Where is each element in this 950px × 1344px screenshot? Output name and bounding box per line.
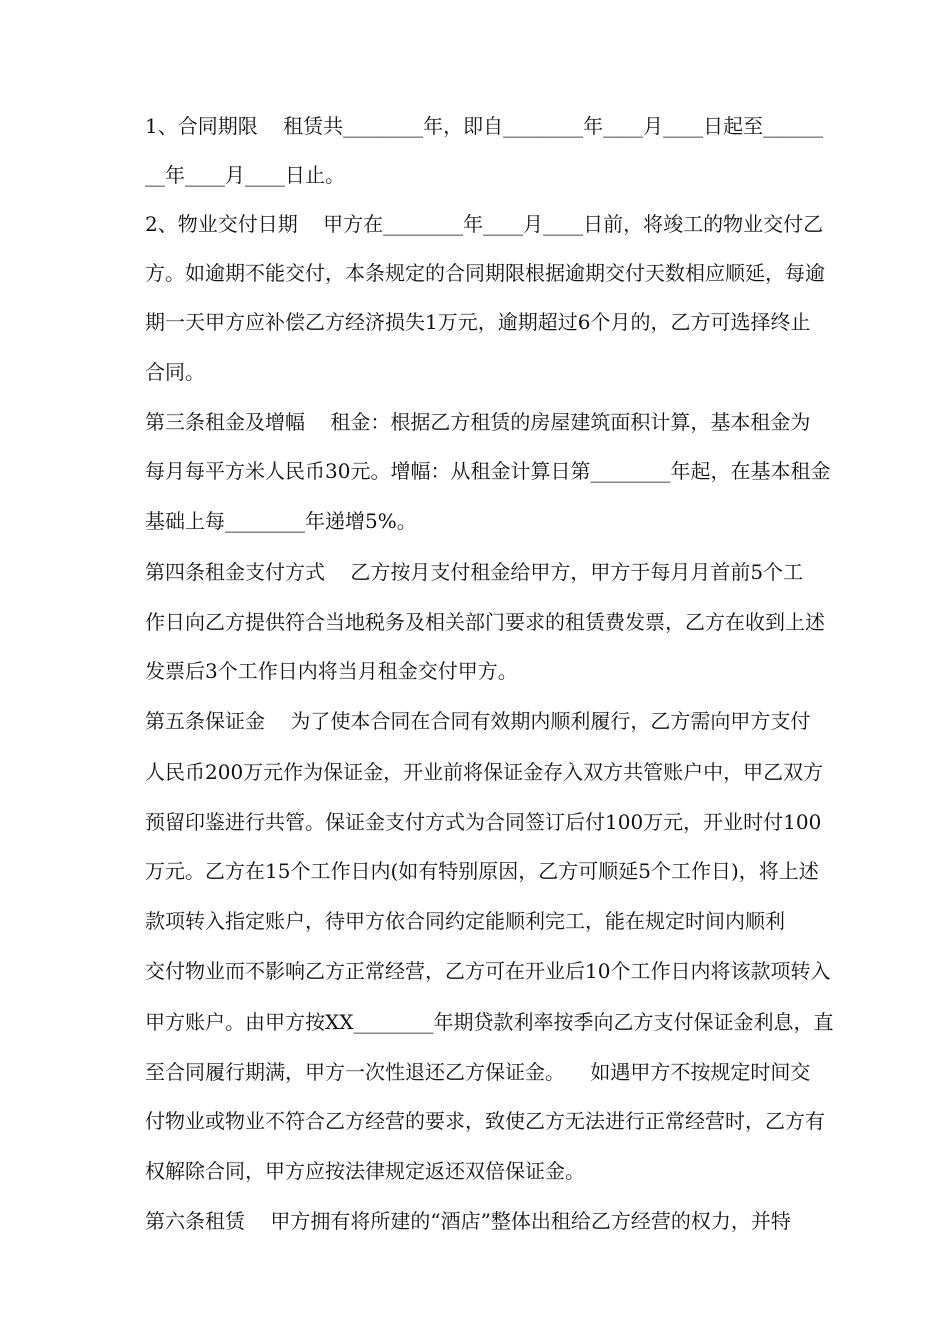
text-line: 付物业或物业不符合乙方经营的要求，致使乙方无法进行正常经营时，乙方有 [145, 1109, 825, 1133]
text-line: 万元。乙方在15个工作日内(如有特别原因，乙方可顺延5个工作日)，将上述 [145, 859, 819, 883]
text-line: 第五条保证金 为了使本合同在合同有效期内顺利履行，乙方需向甲方支付 [145, 709, 811, 733]
text-line: 每月每平方米人民币30元。增幅：从租金计算日第________年起，在基本租金 [145, 459, 831, 483]
text-line: 1、合同期限 租赁共________年，即自________年____月____日起至______ [145, 114, 824, 138]
text-line: __年____月____日止。 [145, 163, 345, 187]
text-line: 权解除合同，甲方应按法律规定返还双倍保证金。 [145, 1159, 585, 1183]
text-line: 款项转入指定账户，待甲方依合同约定能顺利完工，能在规定时间内顺利 [145, 909, 785, 933]
text-line: 预留印鉴进行共管。保证金支付方式为合同签订后付100万元，开业时付100 [145, 810, 822, 834]
text-line: 第三条租金及增幅 租金：根据乙方租赁的房屋建筑面积计算，基本租金为 [145, 410, 811, 434]
text-line: 发票后3个工作日内将当月租金交付甲方。 [145, 659, 518, 683]
text-line: 交付物业而不影响乙方正常经营，乙方可在开业后10个工作日内将该款项转入 [145, 959, 831, 983]
text-line: 第六条租赁 甲方拥有将所建的“酒店”整体出租给乙方经营的权力，并特 [145, 1209, 791, 1233]
text-line: 甲方账户。由甲方按XX________年期贷款利率按季向乙方支付保证金利息，直 [145, 1010, 834, 1034]
text-line: 期一天甲方应补偿乙方经济损失1万元，逾期超过6个月的，乙方可选择终止 [145, 310, 811, 334]
text-line: 合同。 [145, 360, 205, 384]
text-line: 至合同履行期满，甲方一次性退还乙方保证金。 如遇甲方不按规定时间交 [145, 1060, 811, 1084]
text-line: 2、物业交付日期 甲方在________年____月____日前，将竣工的物业交付乙 [145, 212, 824, 236]
text-line: 基础上每________年递增5%。 [145, 509, 417, 533]
text-line: 作日向乙方提供符合当地税务及相关部门要求的租赁费发票，乙方在收到上述 [145, 610, 825, 634]
text-line: 人民币200万元作为保证金，开业前将保证金存入双方共管账户中，甲乙双方 [145, 760, 824, 784]
text-line: 方。如逾期不能交付，本条规定的合同期限根据逾期交付天数相应顺延，每逾 [145, 261, 825, 285]
text-line: 第四条租金支付方式 乙方按月支付租金给甲方，甲方于每月月首前5个工 [145, 560, 804, 584]
